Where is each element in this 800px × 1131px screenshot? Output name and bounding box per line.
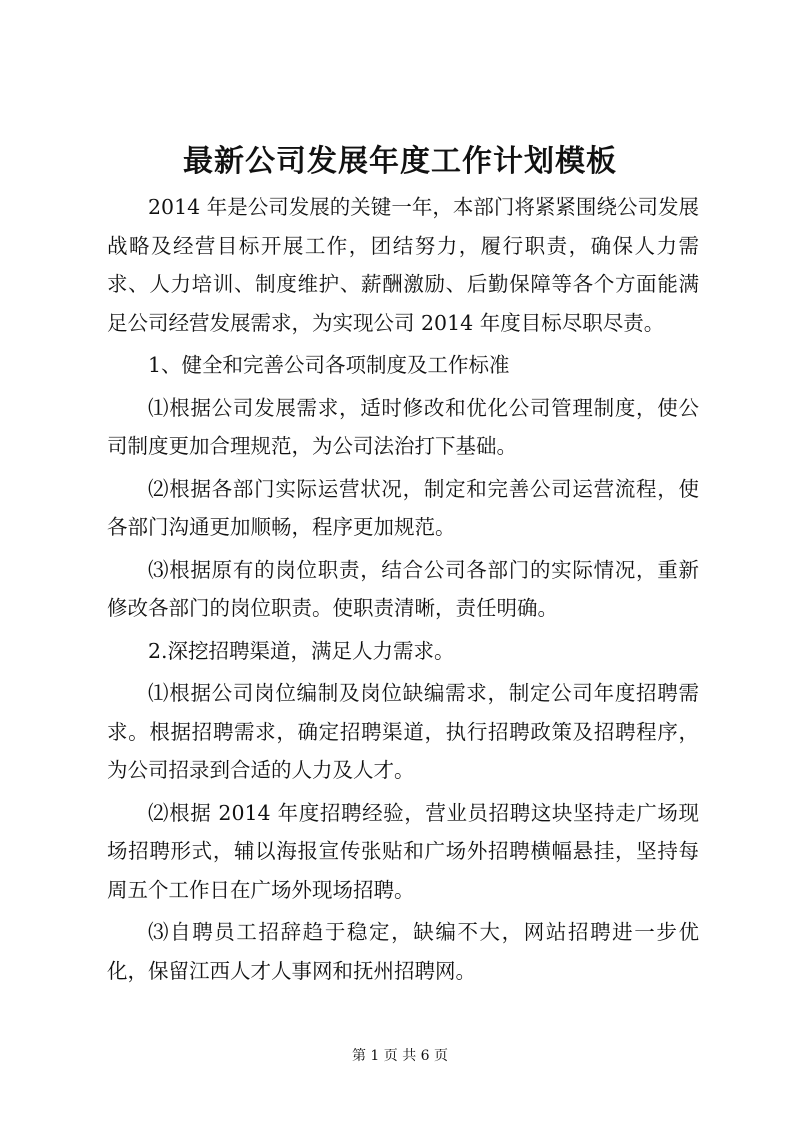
- section-2-item-1: ⑴根据公司岗位编制及岗位缺编需求，制定公司年度招聘需求。根据招聘需求，确定招聘渠道，执行招聘政策及招聘程序，为公司招录到合适的人力及人才。: [107, 681, 699, 782]
- document-body: [107, 188, 699, 994]
- page-footer: 第 1 页 共 6 页: [351, 1048, 449, 1064]
- document-title: 最新公司发展年度工作计划模板: [183, 144, 617, 179]
- section-heading-1: 1、健全和完善公司各项制度及工作标准: [148, 353, 510, 377]
- section-2-item-2: ⑵根据 2014 年度招聘经验，营业员招聘这块坚持走广场现场招聘形式，辅以海报宣传张贴和广场外招聘横幅悬挂，坚持每周五个工作日在广场外现场招聘。: [107, 800, 699, 902]
- section-1-item-3: ⑶根据原有的岗位职责，结合公司各部门的实际情况，重新修改各部门的岗位职责。使职责清晰，责任明确。: [107, 557, 699, 620]
- section-1-item-1: ⑴根据公司发展需求，适时修改和优化公司管理制度，使公司制度更加合理规范，为公司法治打下基础。: [107, 395, 699, 458]
- section-1-item-2: ⑵根据各部门实际运营状况，制定和完善公司运营流程，使各部门沟通更加顺畅，程序更加规范。: [107, 476, 699, 539]
- section-2-item-3: ⑶自聘员工招辞趋于稳定，缺编不大，网站招聘进一步优化，保留江西人才人事网和抚州招聘网。: [107, 920, 699, 983]
- section-heading-2: 2.深挖招聘渠道，满足人力需求。: [148, 638, 455, 663]
- intro-paragraph: 2014 年是公司发展的关键一年，本部门将紧紧围绕公司发展战略及经营目标开展工作，团结努力，履行职责，确保人力需求、人力培训、制度维护、薪酬激励、后勤保障等各个方面能满足公司经营发展需求，为实现公司 2014 年度目标尽职尽责。: [107, 195, 699, 335]
